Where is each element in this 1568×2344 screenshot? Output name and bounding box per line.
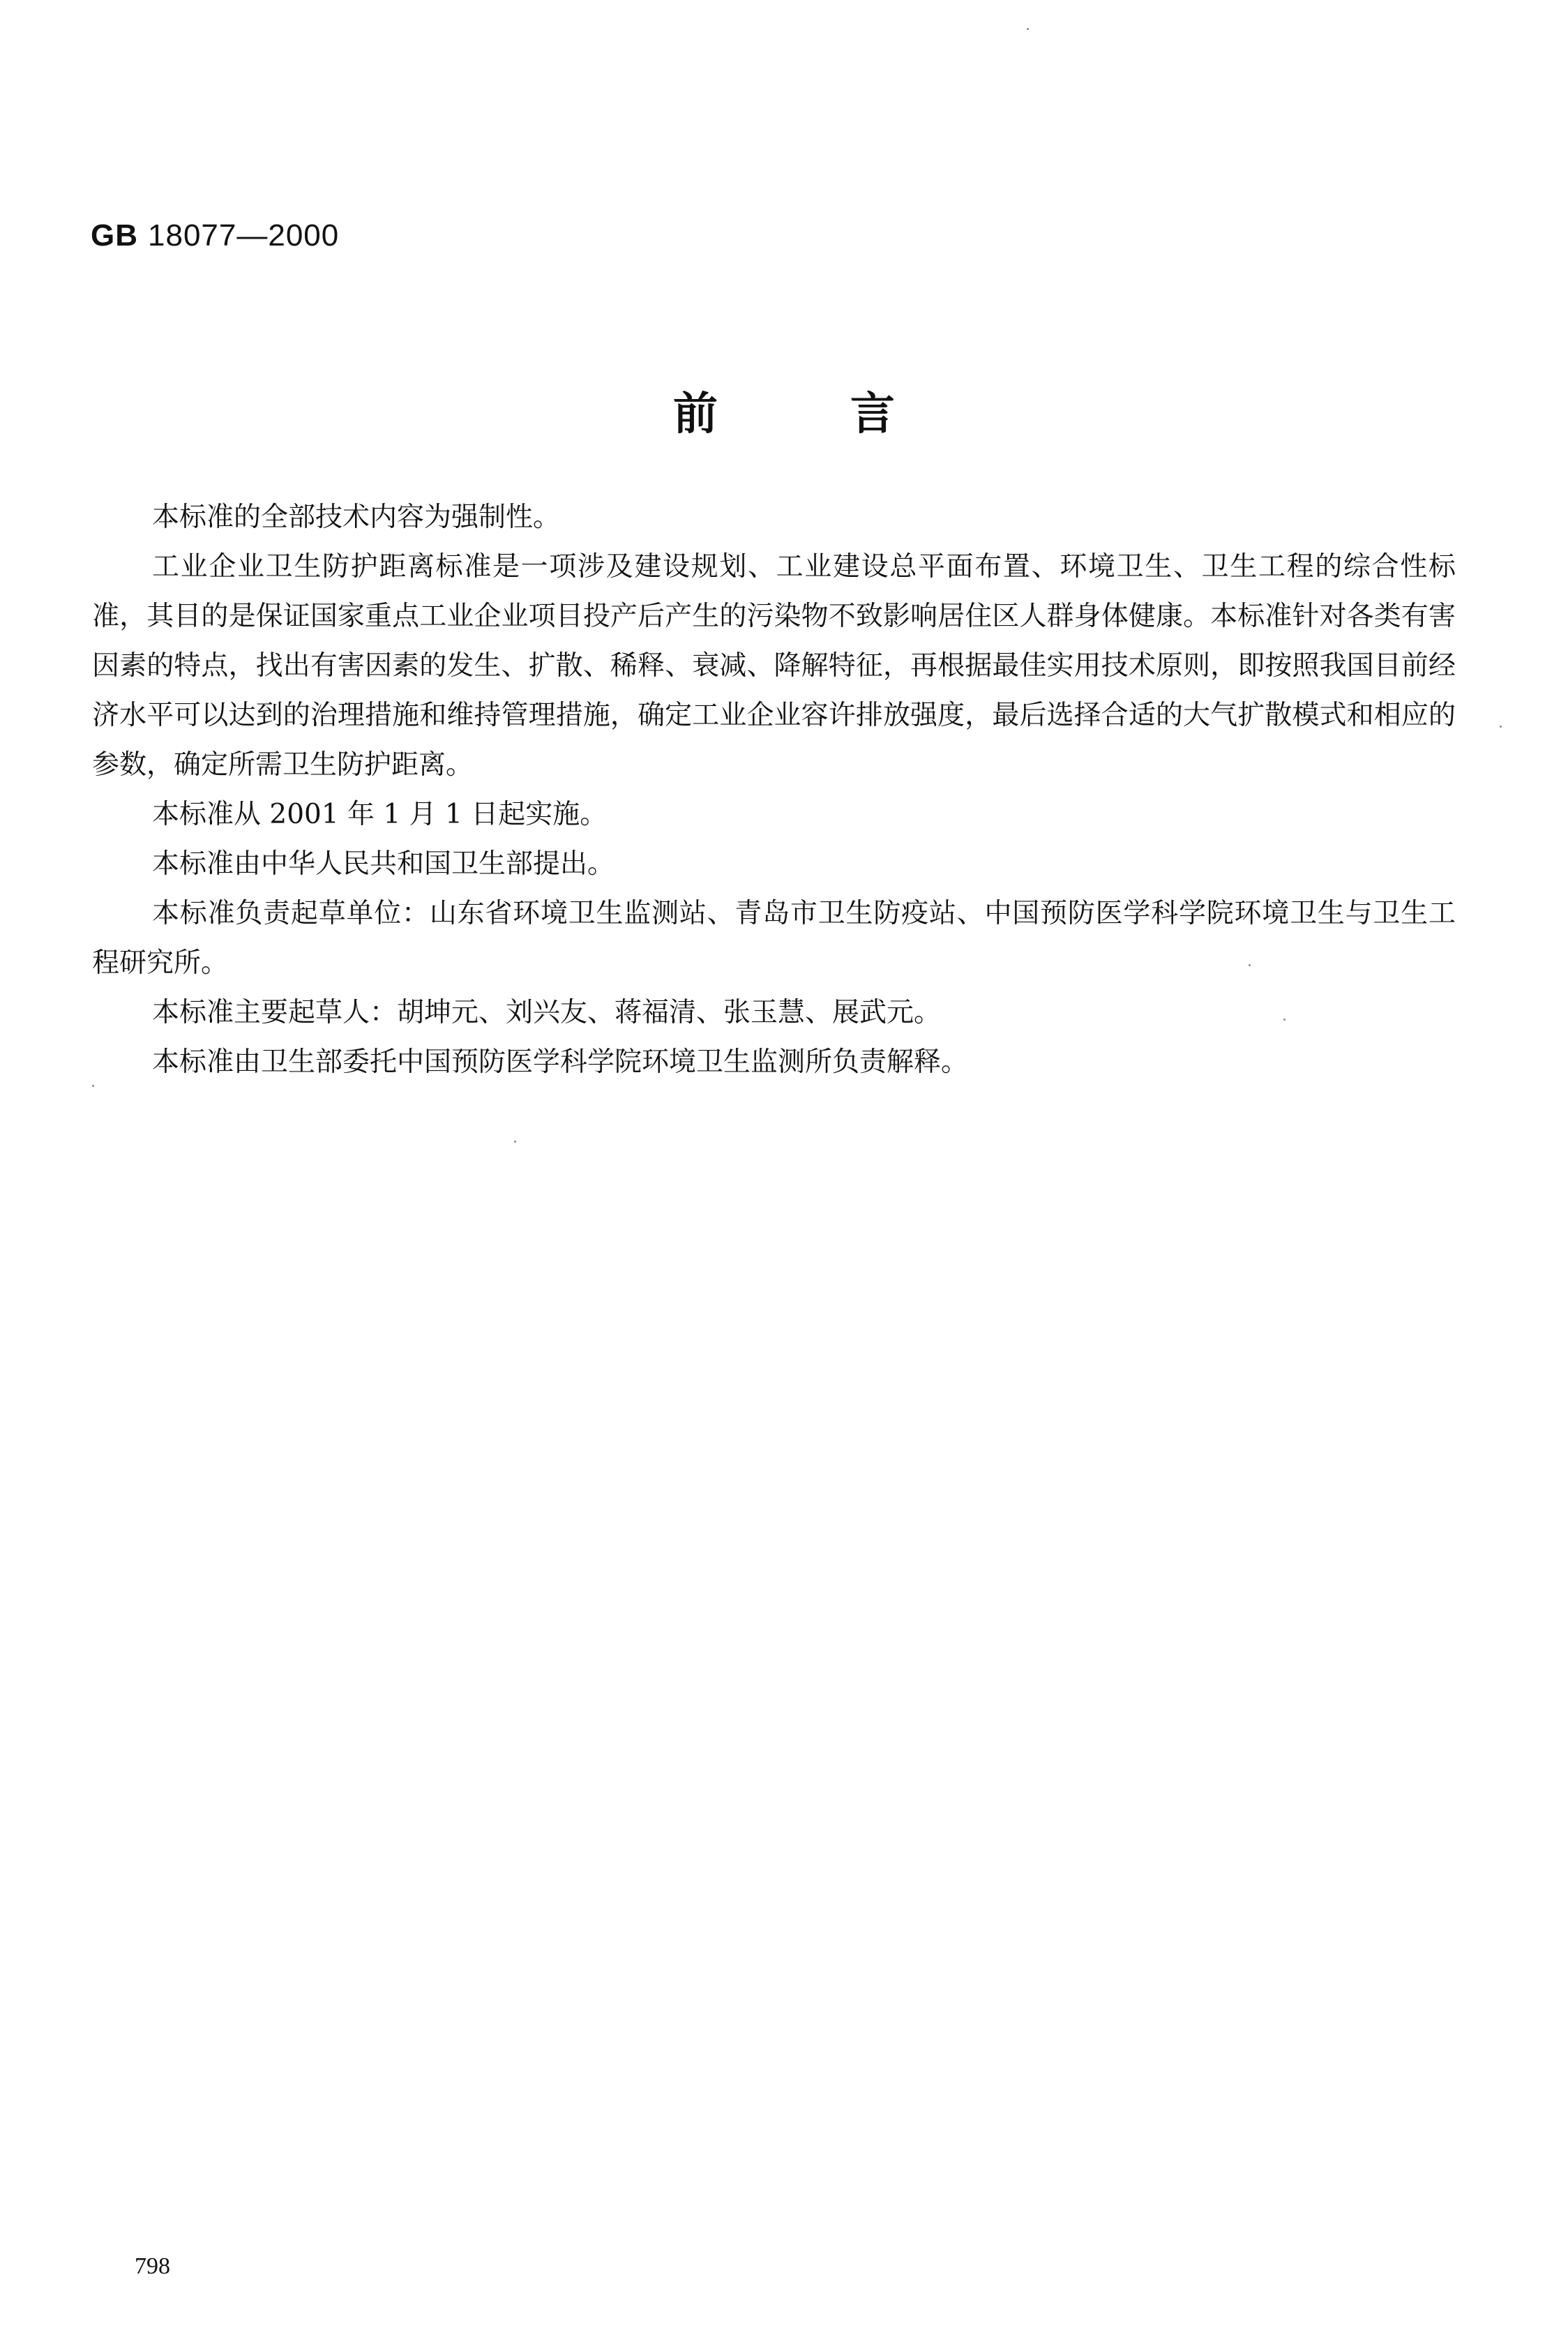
standard-code — [91, 220, 339, 251]
paragraph-purpose: 工业企业卫生防护距离标准是一项涉及建设规划、工业建设总平面布置、环境卫生、卫生工程的综合性标准，其目的是保证国家重点工业企业项目投产后产生的污染物不致影响居住区人群身体健康。本标准针对各类有害因素的特点，找出有害因素的发生、扩散、稀释、衰减、降解特征，再根据最佳实用技术原则，即按照我国目前经济水平可以达到的治理措施和维持管理措施，确定工业企业容许排放强度，最后选择合适的大气扩散模式和相应的参数，确定所需卫生防护距离。 — [92, 551, 1456, 781]
title-char-2: 言 — [850, 389, 895, 440]
page-title — [0, 389, 1568, 440]
foreword-body — [92, 493, 1456, 1087]
standard-number: 18077—2000 — [148, 218, 340, 253]
paragraph-drafting-units: 本标准负责起草单位：山东省环境卫生监测站、青岛市卫生防疫站、中国预防医学科学院环境卫生与卫生工程研究所。 — [92, 898, 1456, 979]
page-number: 798 — [135, 2253, 170, 2279]
title-char-1: 前 — [673, 389, 718, 440]
scan-speck — [1027, 28, 1029, 30]
scan-speck — [1249, 964, 1251, 966]
paragraph-interpretation: 本标准由卫生部委托中国预防医学科学院环境卫生监测所负责解释。 — [152, 1046, 969, 1078]
paragraph-effective-date: 本标准从 2001 年 1 月 1 日起实施。 — [152, 799, 608, 830]
paragraph-drafters: 本标准主要起草人：胡坤元、刘兴友、蒋福清、张玉慧、展武元。 — [152, 997, 942, 1028]
scan-speck — [1283, 1019, 1286, 1021]
standard-prefix: GB — [91, 218, 138, 253]
paragraph-proposer: 本标准由中华人民共和国卫生部提出。 — [152, 848, 615, 880]
scan-speck — [1500, 726, 1502, 728]
paragraph-mandatory: 本标准的全部技术内容为强制性。 — [152, 502, 561, 533]
scan-speck — [514, 1141, 516, 1143]
scan-speck — [92, 1085, 94, 1087]
